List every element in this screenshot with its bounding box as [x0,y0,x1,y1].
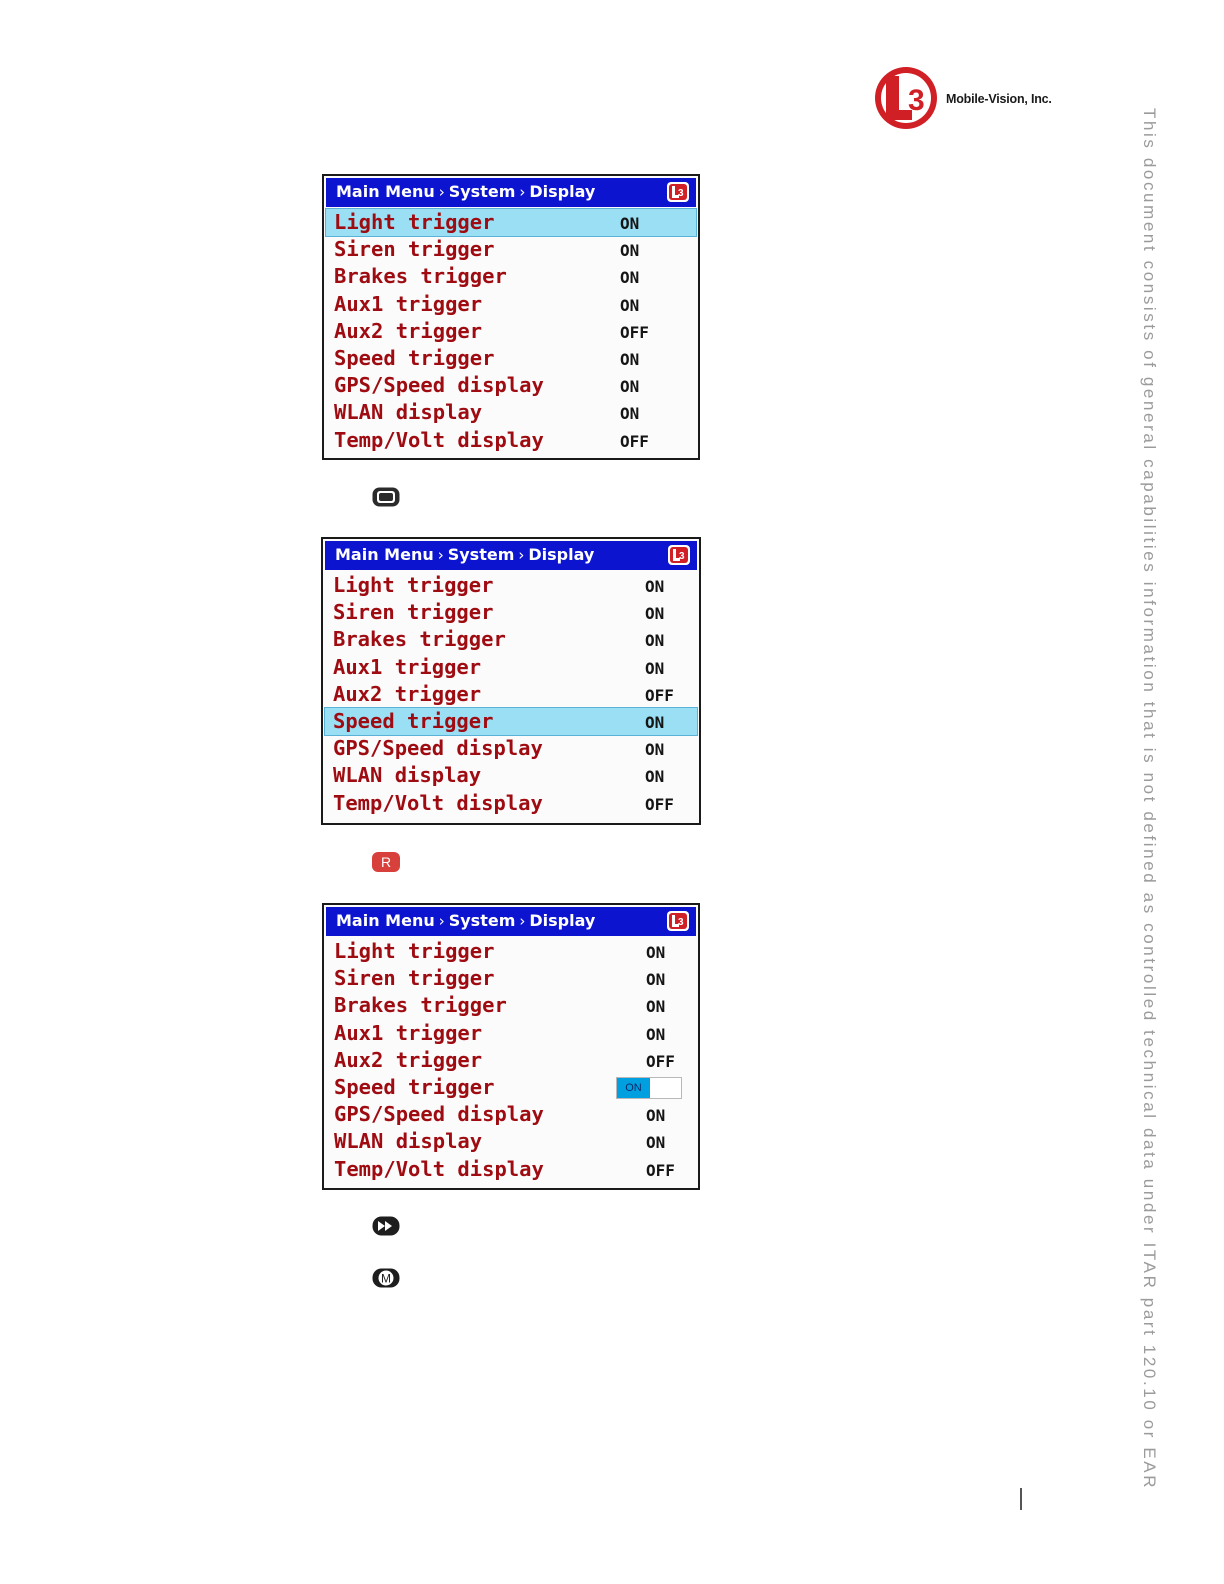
setting-label: Temp/Volt display [333,790,543,815]
setting-label: Light trigger [334,210,495,234]
breadcrumb-display: Display [529,911,596,930]
display-menu-screen-3 [322,903,700,1190]
setting-row[interactable] [326,965,696,992]
setting-row[interactable] [326,427,696,454]
setting-label: Aux1 trigger [334,291,483,316]
setting-value: ON [620,377,640,397]
chevron-right-icon: › [519,183,526,201]
setting-row[interactable] [326,318,696,345]
breadcrumb-system: System [448,182,516,201]
stop-button-icon [371,486,401,508]
company-name: Mobile-Vision, Inc. [946,92,1052,106]
setting-label: WLAN display [334,400,483,425]
setting-value: ON [645,577,665,596]
chevron-right-icon: › [519,912,526,930]
screen-header [325,541,697,570]
svg-text:3: 3 [678,917,684,928]
l3-badge-icon [666,910,690,932]
setting-label: Siren trigger [334,966,495,991]
setting-value: ON [620,214,640,233]
screen-header [326,907,696,936]
l3-badge-icon [667,544,691,566]
breadcrumb [335,545,594,564]
setting-label: Aux2 trigger [334,318,483,343]
setting-value: OFF [620,431,649,451]
setting-label: Light trigger [333,573,494,597]
setting-row[interactable] [326,1156,696,1183]
setting-value: ON [645,712,665,732]
setting-value: ON [646,1024,666,1044]
setting-row[interactable] [326,209,696,236]
setting-label: Aux1 trigger [333,654,482,679]
l3-logo-mark-icon [872,66,940,130]
setting-row[interactable] [326,1101,696,1128]
setting-value: ON [645,631,665,651]
breadcrumb [336,182,595,201]
setting-value: ON [646,997,666,1017]
setting-row[interactable] [326,236,696,263]
setting-label: Speed trigger [334,345,495,370]
display-menu-screen-1 [322,174,700,460]
toggle-on-segment: ON [617,1078,650,1098]
breadcrumb-main-menu: Main Menu [335,545,434,564]
setting-label: Siren trigger [334,237,495,262]
setting-value: ON [620,295,640,315]
setting-label: Temp/Volt display [334,1156,544,1181]
setting-label: Speed trigger [333,708,494,733]
setting-value: ON [646,943,666,962]
setting-label: Temp/Volt display [334,427,544,452]
setting-label: Brakes trigger [334,993,507,1018]
setting-row[interactable] [325,762,697,789]
breadcrumb-display: Display [529,182,596,201]
breadcrumb-main-menu: Main Menu [336,182,435,201]
setting-row[interactable] [326,938,696,965]
setting-label: GPS/Speed display [334,373,544,398]
setting-value: OFF [645,794,674,814]
setting-row[interactable] [326,291,696,318]
setting-label: Aux2 trigger [333,681,482,706]
chevron-right-icon: › [438,912,445,930]
screen-header [326,178,696,207]
setting-row[interactable] [326,1074,696,1101]
on-off-toggle[interactable] [616,1077,682,1099]
setting-row[interactable] [325,626,697,653]
settings-list [326,209,696,454]
fast-forward-button-icon [371,1215,401,1237]
setting-value: ON [646,970,666,990]
setting-value: ON [645,658,665,678]
svg-text:3: 3 [908,84,925,117]
setting-row[interactable] [325,654,697,681]
setting-value: ON [620,349,640,369]
setting-row[interactable] [325,681,697,708]
chevron-right-icon: › [438,183,445,201]
setting-label: Aux2 trigger [334,1047,483,1072]
setting-row[interactable] [326,992,696,1019]
setting-value: ON [620,268,640,288]
breadcrumb [336,911,595,930]
breadcrumb-display: Display [528,545,595,564]
setting-row[interactable] [326,1047,696,1074]
chevron-right-icon: › [437,546,444,564]
setting-value: OFF [645,685,674,705]
setting-label: Light trigger [334,939,495,963]
settings-list [325,572,697,817]
setting-row[interactable] [326,1128,696,1155]
setting-value: ON [645,767,665,787]
record-button-icon [371,851,401,873]
svg-text:3: 3 [678,188,684,199]
setting-label: Brakes trigger [334,264,507,289]
setting-row[interactable] [325,708,697,735]
settings-list [326,938,696,1183]
setting-row[interactable] [325,572,697,599]
setting-row[interactable] [325,735,697,762]
setting-label: Siren trigger [333,600,494,625]
setting-value: ON [645,604,665,624]
record-button-label: R [380,854,392,870]
chevron-right-icon: › [518,546,525,564]
breadcrumb-main-menu: Main Menu [336,911,435,930]
menu-button-icon [371,1267,401,1289]
menu-button-label: M [381,1271,391,1286]
setting-row[interactable] [325,790,697,817]
breadcrumb-system: System [448,911,516,930]
setting-value: OFF [620,322,649,342]
setting-value: OFF [646,1051,675,1071]
l3-badge-icon [666,181,690,203]
setting-value: OFF [646,1160,675,1180]
itar-notice: This document consists of general capabilities information that is not defined as controlled technical data under ITAR part 120.10 or EAR [1140,108,1159,1491]
display-menu-screen-2 [321,537,701,825]
setting-value: ON [646,1106,666,1126]
setting-label: GPS/Speed display [333,736,543,761]
setting-row[interactable] [326,345,696,372]
page-number-rule [1020,1488,1022,1510]
setting-value: ON [620,404,640,424]
setting-row[interactable] [326,1020,696,1047]
setting-label: WLAN display [334,1129,483,1154]
setting-row[interactable] [325,599,697,626]
setting-row[interactable] [326,399,696,426]
setting-row[interactable] [326,372,696,399]
breadcrumb-system: System [447,545,515,564]
setting-row[interactable] [326,263,696,290]
setting-value: ON [620,241,640,261]
setting-label: WLAN display [333,763,482,788]
setting-label: Aux1 trigger [334,1020,483,1045]
svg-text:3: 3 [679,551,685,562]
setting-label: Speed trigger [334,1074,495,1099]
l3-logo [872,66,1072,130]
setting-value: ON [645,740,665,760]
setting-label: GPS/Speed display [334,1102,544,1127]
setting-value: ON [646,1133,666,1153]
setting-label: Brakes trigger [333,627,506,652]
